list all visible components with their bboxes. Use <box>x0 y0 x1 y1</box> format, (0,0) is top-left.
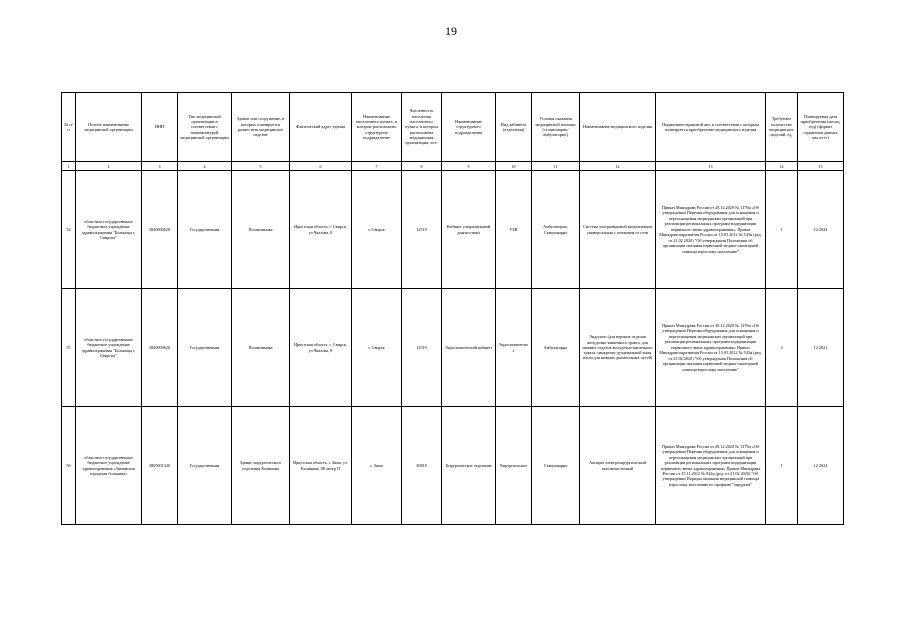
column-number: 14 <box>766 162 798 171</box>
address: Иркутская область, г. Свирск, ул.Чкалова, 8 <box>290 289 352 407</box>
column-number: 5 <box>232 162 290 171</box>
settlement: г. Зима <box>352 407 402 525</box>
inn: 3820000620 <box>142 289 178 407</box>
building: Поликлиника <box>232 289 290 407</box>
organization-type: Государственная <box>178 289 232 407</box>
population: 30818 <box>402 407 442 525</box>
header-cell: Нормативно-правовой акт, в соответствии с которым планируется приобретение медицинского изделия <box>656 93 766 162</box>
organization-type: Государственная <box>178 171 232 289</box>
column-number-row <box>62 162 844 171</box>
header-cell: Требуемое количество медицинских изделий, ед. <box>766 93 798 162</box>
header-cell: Здание или сооружение, в которых планируется разместить медицинское изделие <box>232 93 290 162</box>
legal-act: Приказ Минздрава России от 28.12.2020 № 1379н «Об утверждении Перечня оборудования для оснащения и переоснащения медицинских организаций при реализации региональных программ модернизации первичного звена здравоохранения» Приказ Минздравсоцразвития России от 15.05.2012 № 543н (ред. от 21.02.2020) "Об утверждении Положения об организации оказания первичной медико-санитарной помощи взрослому населению" <box>656 289 766 407</box>
subdivision: Хирургическое отделение <box>442 407 496 525</box>
population: 12519 <box>402 289 442 407</box>
header-cell: Планируемая дата приобретения (месяц, год) (формат отражения данных мм.ггггг) <box>798 93 844 162</box>
planned-date: 12.2024 <box>798 171 844 289</box>
device-name: Эндоскоп (для верхних отделов желудочно-кишечного тракта, для нижних отделов желудочно-кишечного тракта, панкреато-дуоденальной зоны и/или для нижних дыхательных путей) <box>580 289 656 407</box>
building: Поликлиника <box>232 171 290 289</box>
population: 12519 <box>402 171 442 289</box>
column-number: 4 <box>178 162 232 171</box>
column-number: 2 <box>76 162 142 171</box>
table-row <box>62 407 844 525</box>
settlement: г. Свирск <box>352 289 402 407</box>
address: Иркутская область, г. Свирск, ул.Чкалова, 8 <box>290 171 352 289</box>
table-header-row <box>62 93 844 162</box>
building: Здание хирургического отделения Калинина <box>232 407 290 525</box>
cabinet-type: УЗИ <box>496 171 532 289</box>
header-cell: Полное наименование медицинской организации <box>76 93 142 162</box>
column-number: 13 <box>656 162 766 171</box>
organization-name: областное государственное бюджетное учреждение здравоохранения «Зиминская городская больница» <box>76 407 142 525</box>
inn: 3820000620 <box>142 171 178 289</box>
header-cell: Условия оказания медицинской помощи (стационарно/амбулаторно) <box>532 93 580 162</box>
header-cell: Наименование структурного подразделения <box>442 93 496 162</box>
column-number: 9 <box>442 162 496 171</box>
column-number: 8 <box>402 162 442 171</box>
column-number: 1 <box>62 162 76 171</box>
legal-act: Приказ Минздрава России от 28.12.2020 № 1379н «Об утверждении Перечня оборудования для оснащения и переоснащения медицинских организаций при реализации региональных программ модернизации первичного звена здравоохранения» Приказ Минздрава России от 15.11.2012 № 922н (ред. от 21.02.2020) "Об утверждении Порядка оказания медицинской помощи взрослому населению по профилю "хирургия" <box>656 407 766 525</box>
subdivision: Кабинет ультразвуковой диагностики <box>442 171 496 289</box>
planned-date: 12.2024 <box>798 407 844 525</box>
table-row <box>62 289 844 407</box>
cabinet-type: Хирургическое <box>496 407 532 525</box>
row-number: 54 <box>62 171 76 289</box>
device-name: Аппарат электрохирургический высокочастотный <box>580 407 656 525</box>
header-cell: Численность населения населенного пункта, в котором расположена медицинская организация, чел. <box>402 93 442 162</box>
quantity: 1 <box>766 407 798 525</box>
organization-name: областное государственное бюджетное учреждение здравоохранения "Больница г. Свирска" <box>76 171 142 289</box>
column-number: 7 <box>352 162 402 171</box>
equipment-table <box>61 92 844 525</box>
address: Иркутская область, г. Зима, ул. Калинина, 88 литер П <box>290 407 352 525</box>
column-number: 3 <box>142 162 178 171</box>
header-cell: Фактический адрес здания <box>290 93 352 162</box>
header-cell: ИНН <box>142 93 178 162</box>
settlement: г. Свирск <box>352 171 402 289</box>
subdivision: Эндоскопический кабинет <box>442 289 496 407</box>
organization-name: областное государственное бюджетное учреждение здравоохранения "Больница г. Свирска" <box>76 289 142 407</box>
legal-act: Приказ Минздрава России от 28.12.2020 № 1379н «Об утверждении Перечня оборудования для оснащения и переоснащения медицинских организаций при реализации региональных программ модернизации первичного звена здравоохранения», Приказ Минздравсоцразвития России от 15.05.2012 № 543н (ред. от 21.02.2020) "Об утверждении Положения об организации оказания первичной медико-санитарной помощи взрослому населению" <box>656 171 766 289</box>
column-number: 15 <box>798 162 844 171</box>
header-cell: Вид кабинета (отделения) <box>496 93 532 162</box>
header-cell: Наименование населенного пункта, в котором расположено структурное подразделение <box>352 93 402 162</box>
header-cell: Тип медицинской организации в соответствии с номенклатурой медицинской организации <box>178 93 232 162</box>
header-cell: Наименование медицинского изделия <box>580 93 656 162</box>
page-number: 19 <box>445 24 457 38</box>
care-conditions: Стационарно <box>532 407 580 525</box>
quantity: 3 <box>766 289 798 407</box>
column-number: 12 <box>580 162 656 171</box>
table-row <box>62 171 844 289</box>
column-number: 11 <box>532 162 580 171</box>
column-number: 10 <box>496 162 532 171</box>
inn: 3805001340 <box>142 407 178 525</box>
cabinet-type: Эндоскопическое <box>496 289 532 407</box>
row-number: 55 <box>62 289 76 407</box>
header-cell: № п/п <box>62 93 76 162</box>
planned-date: 12.2021 <box>798 289 844 407</box>
care-conditions: Амбулаторно <box>532 289 580 407</box>
organization-type: Государственная <box>178 407 232 525</box>
row-number: 56 <box>62 407 76 525</box>
care-conditions: Амбулаторно, Стационарно <box>532 171 580 289</box>
column-number: 6 <box>290 162 352 171</box>
quantity: 1 <box>766 171 798 289</box>
device-name: Система ультразвуковой визуализации универсальная с питанием от сети <box>580 171 656 289</box>
